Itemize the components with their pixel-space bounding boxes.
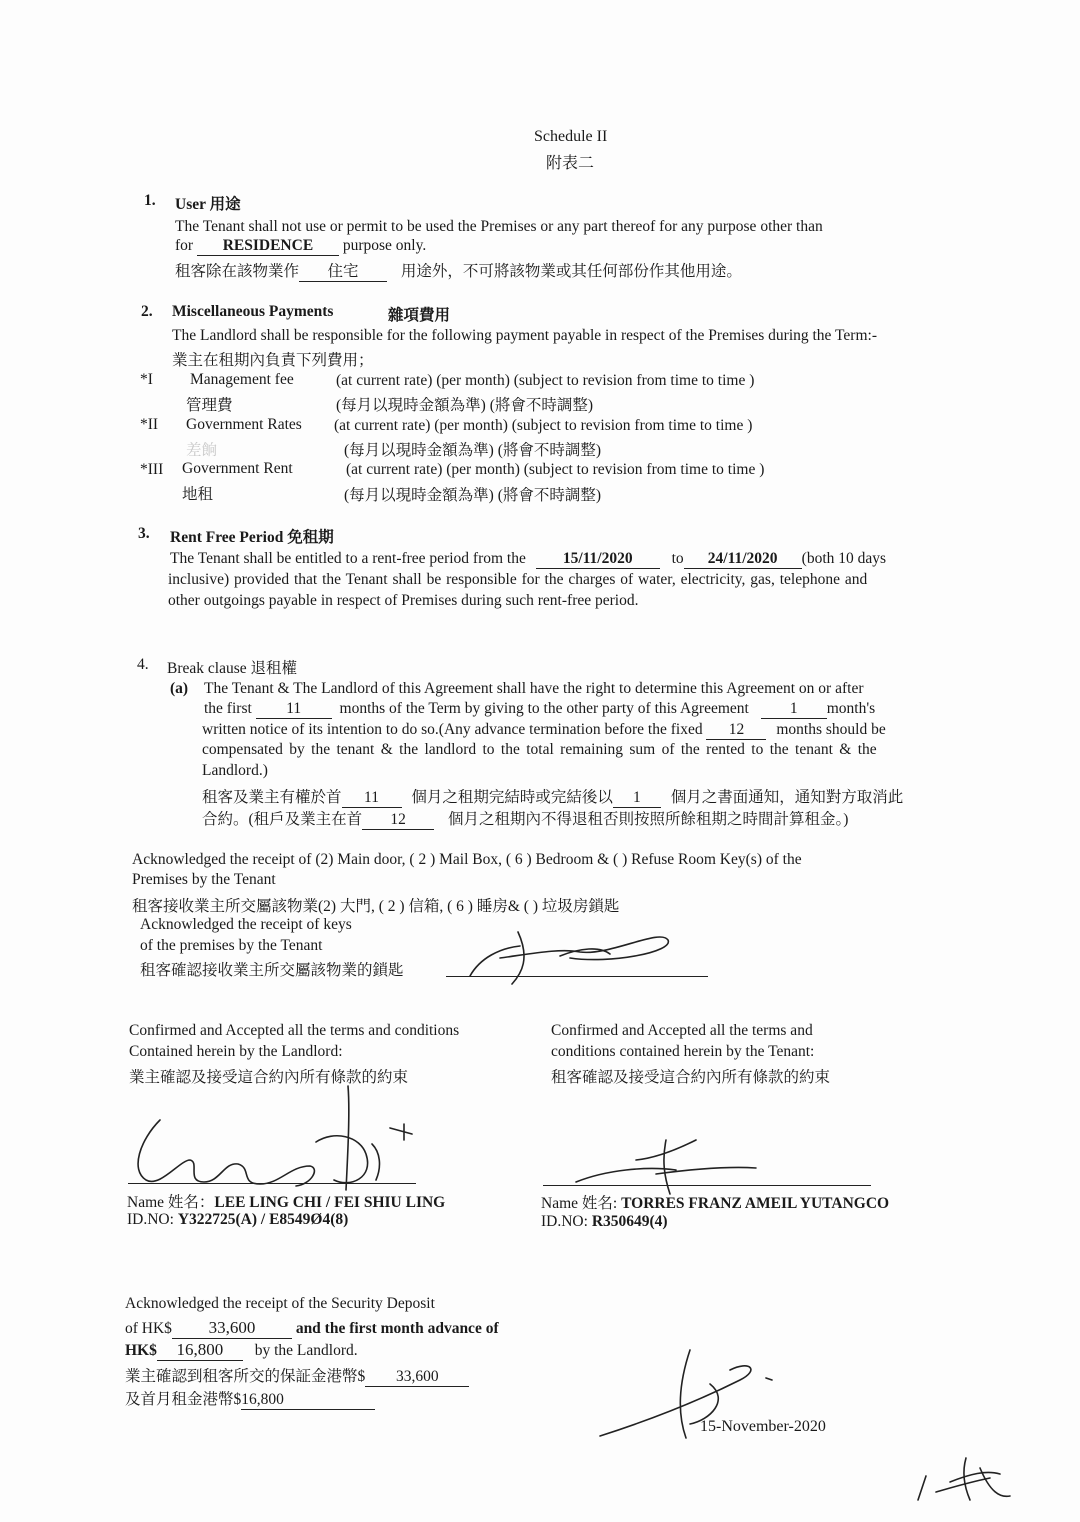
advance-amount: 16,800 — [157, 1340, 243, 1361]
fixed-months: 12 — [706, 721, 766, 740]
section-4-number: 4. — [137, 656, 149, 673]
keys-line4: Acknowledged the receipt of keys — [140, 916, 352, 933]
clause-line3 — [202, 721, 886, 740]
landlord-id-value: Y322725(A) / E8549Ø4(8) — [177, 1211, 349, 1228]
keys-line3: 租客接收業主所交屬該物業(2) 大門, ( 2 ) 信箱, ( 6 ) 睡房& ( ) 垃圾房鎖匙 — [132, 898, 620, 915]
clause-a-label: (a) — [170, 680, 189, 697]
section-3-line1 — [170, 550, 886, 569]
section-3-heading: Rent Free Period 免租期 — [170, 529, 334, 546]
payment-name-zh: 地租 — [182, 486, 214, 503]
schedule-title: Schedule II — [534, 128, 608, 145]
tenant-id — [541, 1213, 668, 1231]
section-4-heading: Break clause 退租權 — [167, 660, 297, 677]
section-2-intro: The Landlord shall be responsible for the following payment payable in respect of the Premises during the Term:- — [172, 327, 877, 344]
tenant-id-value: R350649(4) — [591, 1213, 668, 1230]
landlord-id — [127, 1211, 348, 1229]
clause-line2 — [204, 700, 875, 719]
payment-mark: *I — [140, 371, 153, 388]
payment-name-zh: 差餉 — [186, 442, 218, 459]
keys-line2: Premises by the Tenant — [132, 871, 276, 888]
tenant-name-value: TORRES FRANZ AMEIL YUTANGCO — [621, 1195, 890, 1212]
initials-mark — [910, 1452, 1020, 1512]
clause-line4: compensated by the tenant & the landlord to the total remaining sum of the rented to the tenant & the — [202, 741, 877, 758]
section-3-line3: other outgoings payable in respect of Premises during such rent-free period. — [168, 592, 639, 609]
section-2-heading: Miscellaneous Payments — [172, 303, 334, 320]
section-3-line2: inclusive) provided that the Tenant shall be responsible for the charges of water, electricity, gas, telephone and — [168, 571, 868, 588]
landlord-confirm-line3: 業主確認及接受這合約內所有條款的約束 — [129, 1069, 409, 1086]
deposit-line2-end: and the first month advance of — [295, 1320, 499, 1337]
tenant-confirm-line3: 租客確認及接受這合約內所有條款的約束 — [551, 1069, 831, 1086]
zh-fixed-months: 12 — [362, 811, 434, 830]
tenant-name — [541, 1191, 889, 1213]
tenant-id-label: ID.NO: — [541, 1213, 588, 1230]
payment-mark: *II — [140, 416, 159, 433]
clause-zh-line2 — [202, 807, 848, 830]
use-value: RESIDENCE — [197, 237, 339, 256]
clause-zh-line1 — [202, 785, 903, 808]
signing-date: 15-November-2020 — [700, 1418, 826, 1435]
payment-detail: (at current rate) (per month) (subject to revision from time to time ) — [346, 461, 765, 478]
section-2-heading-zh: 雜項費用 — [388, 307, 451, 324]
payment-detail-zh: (每月以現時金額為準) (將會不時調整) — [344, 442, 602, 459]
schedule-title-zh: 附表二 — [546, 155, 595, 172]
tenant-keys-signature — [460, 918, 690, 988]
payment-name: Management fee — [190, 371, 294, 388]
advance-zh-text: 及首月租金港幣$ — [125, 1391, 242, 1408]
zh-clause-b: 個月之租期完結時或完結後以 — [411, 789, 613, 806]
clause-line5: Landlord.) — [202, 762, 268, 779]
tenant-name-label: Name 姓名: — [541, 1195, 618, 1212]
clause-line3-a: written notice of its intention to do so.(Any advance termination before the fixed — [202, 721, 703, 738]
deposit-line2 — [125, 1318, 499, 1339]
section-1-line2 — [175, 237, 426, 256]
deposit-amount: 33,600 — [172, 1318, 292, 1339]
zh-text-a: 租客除在該物業作 — [175, 263, 300, 280]
deposit-of-label: of HK$ — [125, 1320, 172, 1337]
section-1-zh — [175, 259, 742, 282]
clause-line3-b: months should be — [776, 721, 886, 738]
payment-detail-zh: (每月以現時金額為準) (將會不時調整) — [336, 397, 594, 414]
clause-line2-mid: months of the Term by giving to the other party of this Agreement — [339, 700, 749, 717]
notice-months: 1 — [761, 700, 827, 719]
landlord-name — [127, 1190, 445, 1212]
landlord-id-label: ID.NO: — [127, 1211, 174, 1228]
advance-hk-label: HK$ — [125, 1342, 157, 1359]
rent-free-text-a: The Tenant shall be entitled to a rent-free period from the — [170, 550, 526, 567]
section-1-number: 1. — [144, 192, 156, 209]
zh-clause-e: 個月之租期內不得退租否則按照所餘租期之時間計算租金。) — [448, 811, 849, 828]
deposit-line3-end: by the Landlord. — [254, 1342, 358, 1359]
keys-line1: Acknowledged the receipt of (2) Main door, ( 2 ) Mail Box, ( 6 ) Bedroom & ( ) Refuse Room Key(s) of the — [132, 851, 802, 868]
payment-name: Government Rent — [182, 460, 293, 477]
payment-name-zh: 管理費 — [186, 397, 233, 414]
for-label: for — [175, 237, 194, 254]
deposit-zh-amount: 33,600 — [365, 1368, 469, 1387]
section-2-intro-zh: 業主在租期內負責下列費用； — [172, 352, 374, 369]
rent-free-from: 15/11/2020 — [536, 550, 660, 569]
payment-detail: (at current rate) (per month) (subject to revision from time to time ) — [336, 372, 755, 389]
tenant-confirm-line2: conditions contained herein by the Tenant: — [551, 1043, 815, 1060]
landlord-name-value: LEE LING CHI / FEI SHIU LING — [214, 1194, 446, 1211]
rent-free-text-b: (both 10 days — [801, 550, 887, 567]
payment-name: Government Rates — [186, 416, 302, 433]
zh-clause-d: 合約。(租戶及業主在首 — [202, 811, 363, 828]
section-1-line1: The Tenant shall not use or permit to be used the Premises or any part thereof for any purpose other than — [175, 218, 823, 235]
landlord-signature — [120, 1080, 430, 1200]
clause-first-label: the first — [204, 700, 252, 717]
rent-free-to: 24/11/2020 — [684, 550, 802, 569]
zh-clause-a: 租客及業主有權於首 — [202, 789, 342, 806]
payment-mark: *III — [140, 461, 164, 478]
tenant-confirm-line1: Confirmed and Accepted all the terms and — [551, 1022, 813, 1039]
tenant-signature — [566, 1130, 766, 1200]
section-2-number: 2. — [141, 303, 153, 320]
zh-text-b: 用途外，不可將該物業或其任何部份作其他用途。 — [400, 263, 742, 280]
deposit-zh-text: 業主確認到租客所交的保証金港幣$ — [125, 1368, 366, 1385]
payment-detail-zh: (每月以現時金額為準) (將會不時調整) — [344, 487, 602, 504]
landlord-name-label: Name 姓名： — [127, 1194, 215, 1211]
deposit-line1: Acknowledged the receipt of the Security Deposit — [125, 1295, 435, 1312]
clause-line2-end: month's — [826, 700, 876, 717]
zh-use-value: 住宅 — [299, 259, 387, 282]
keys-line5: of the premises by the Tenant — [140, 937, 323, 954]
landlord-confirm-line2: Contained herein by the Landlord: — [129, 1043, 343, 1060]
section-1-heading: User 用途 — [175, 196, 241, 213]
clause-line1: The Tenant & The Landlord of this Agreement shall have the right to determine this Agreement on or after — [204, 680, 864, 697]
zh-first-months: 11 — [342, 789, 402, 808]
to-word: to — [671, 550, 684, 567]
payment-detail: (at current rate) (per month) (subject to revision from time to time ) — [334, 417, 753, 434]
keys-line6: 租客確認接收業主所交屬該物業的鎖匙 — [140, 962, 404, 979]
first-months: 11 — [256, 700, 332, 719]
deposit-zh-line1 — [125, 1364, 469, 1387]
zh-notice-months: 1 — [613, 789, 661, 808]
advance-zh-amount: 16,800 — [241, 1391, 375, 1410]
zh-clause-c: 個月之書面通知，通知對方取消此 — [670, 789, 904, 806]
landlord-confirm-line1: Confirmed and Accepted all the terms and conditions — [129, 1022, 460, 1039]
section-3-number: 3. — [138, 525, 150, 542]
deposit-zh-line2 — [125, 1387, 375, 1410]
deposit-line3 — [125, 1340, 358, 1361]
purpose-only: purpose only. — [342, 237, 427, 254]
